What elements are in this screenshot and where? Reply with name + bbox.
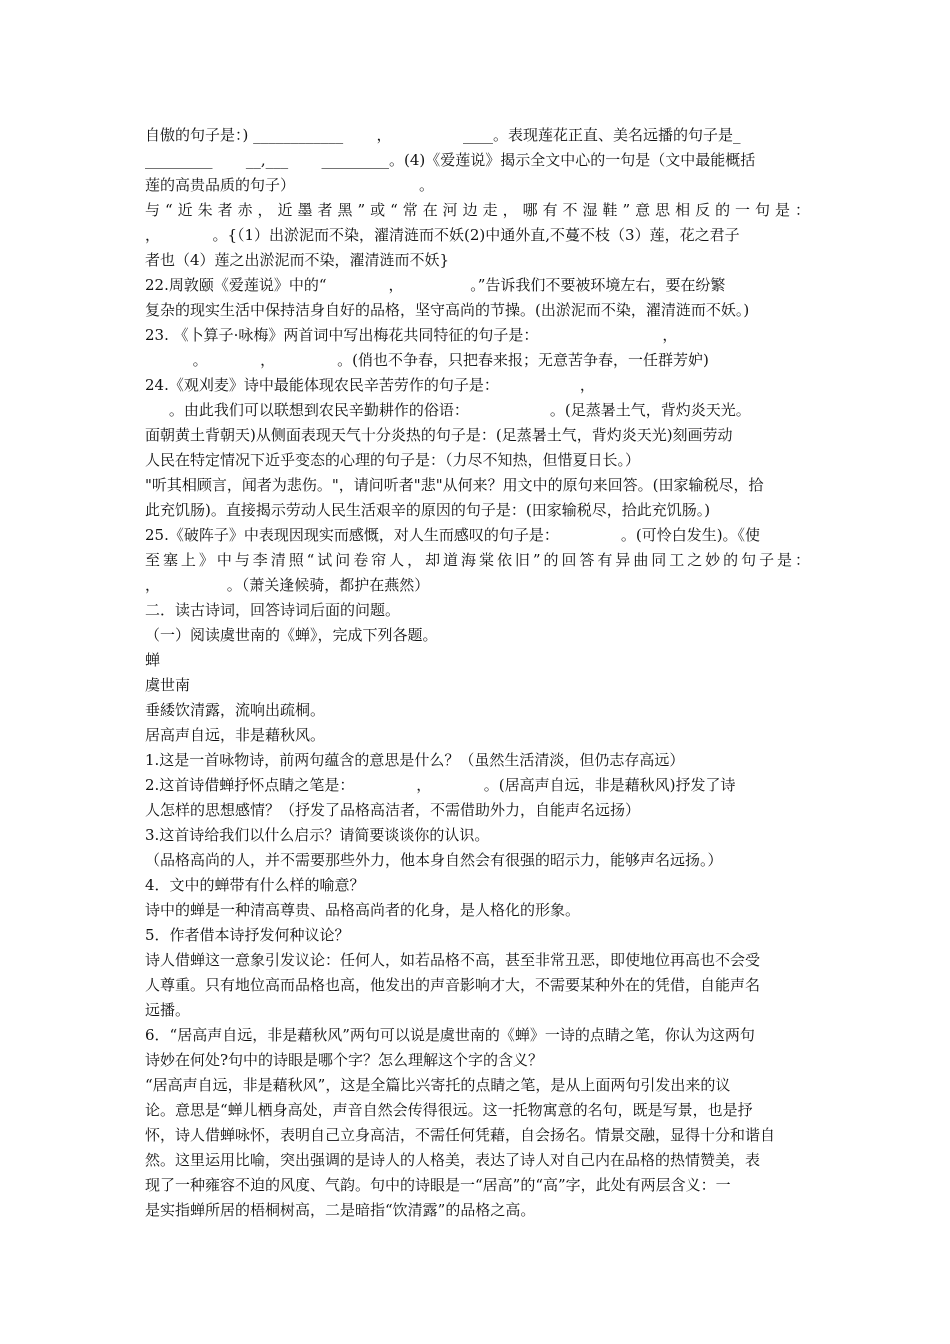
text-line: 者也（4）莲之出淤泥而不染，濯清涟而不妖} [145, 251, 450, 269]
text-line: 。 ， 。(俏也不争春，只把春来报；无意苦争春，一任群芳妒) [145, 351, 709, 369]
text-line: 23. 《卜算子·咏梅》两首词中写出梅花共同特征的句子是： ， [145, 326, 678, 344]
text-line: ， 。（萧关逢候骑，都护在燕然） [145, 576, 430, 594]
text-line: 然。这里运用比喻，突出强调的是诗人的人格美，表达了诗人对自己内在品格的热情赞美，表 [145, 1151, 761, 1169]
text-line: 6．“居高声自远，非是藉秋风”两句可以说是虞世南的《蝉》一诗的点睛之笔，你认为这两句 [145, 1026, 755, 1044]
text-line: 诗人借蝉这一意象引发议论：任何人，如若品格不高，甚至非常丑恶，即使地位再高也不会受 [145, 951, 761, 969]
text-line: 虞世南 [145, 676, 191, 694]
text-line: 2.这首诗借蝉抒怀点睛之笔是： ， 。(居高声自远，非是藉秋风)抒发了诗 [145, 776, 736, 794]
text-line: 4．文中的蝉带有什么样的喻意？ [145, 876, 365, 894]
text-line: 。由此我们可以联想到农民辛勤耕作的俗语： 。(足蒸暑土气，背灼炎天光。 [145, 401, 751, 419]
text-line: 22.周敦颐《爱莲说》中的“ ， 。”告诉我们不要被环境左右，要在纷繁 [145, 276, 726, 294]
text-line: 人尊重。只有地位高而品格也高，他发出的声音影响才大，不需要某种外在的凭借，自能声名 [145, 976, 761, 994]
text-line: “居高声自远，非是藉秋风”，这是全篇比兴寄托的点睛之笔，是从上面两句引发出来的议 [145, 1076, 731, 1094]
text-line: 与“近朱者赤，近墨者黑”或“常在河边走，哪有不湿鞋”意思相反的一句是： [145, 201, 810, 219]
text-line: 面朝黄土背朝天)从侧面表现天气十分炎热的句子是：(足蒸暑土气，背灼炎天光)刻画劳动 [145, 426, 733, 444]
text-line: 远播。 [145, 1001, 191, 1019]
document-page [145, 123, 810, 1223]
text-line: 自傲的句子是：) ____________ ， ____。表现莲花正直、美名远播的句子是_ [145, 126, 741, 144]
text-line: 复杂的现实生活中保持洁身自好的品格，坚守高尚的节操。(出淤泥而不染，濯清涟而不妖。) [145, 301, 750, 319]
text-line: （品格高尚的人，并不需要那些外力，他本身自然会有很强的昭示力，能够声名远扬。） [145, 851, 723, 869]
text-line: 人民在特定情况下近乎变态的心理的句子是：（力尽不知热，但惜夏日长。） [145, 451, 641, 469]
text-line: 1.这是一首咏物诗，前两句蕴含的意思是什么？（虽然生活清淡，但仍志存高远） [145, 751, 685, 769]
text-line: 至塞上》中与李清照“试问卷帘人，却道海棠依旧”的回答有异曲同工之妙的句子是： [145, 551, 810, 569]
text-line: _________ __,___ _________。(4)《爱莲说》揭示全文中心的一句是（文中最能概括 [145, 151, 756, 169]
text-line: 二．读古诗词，回答诗词后面的问题。 [145, 601, 401, 619]
text-line: "听其相顾言，闻者为悲伤。"，请问听者"悲"从何来？用文中的原句来回答。(田家输税尽，拾 [145, 476, 764, 494]
text-line: 人怎样的思想感情？（抒发了品格高洁者，不需借助外力，自能声名远扬） [145, 801, 641, 819]
text-line: 是实指蝉所居的梧桐树高，二是暗指“饮清露”的品格之高。 [145, 1201, 536, 1219]
text-line: 24.《观刈麦》诗中最能体现农民辛苦劳作的句子是： ， [145, 376, 595, 394]
text-line: （一）阅读虞世南的《蝉》，完成下列各题。 [145, 626, 438, 644]
text-line: 5．作者借本诗抒发何种议论？ [145, 926, 350, 944]
text-line: ， 。{（1）出淤泥而不染，濯清涟而不妖(2)中通外直,不蔓不枝（3）莲，花之君子 [145, 226, 740, 244]
text-line: 现了一种雍容不迫的风度、气韵。句中的诗眼是一“居高”的“高”字，此处有两层含义：一 [145, 1176, 731, 1194]
text-line: 怀，诗人借蝉咏怀，表明自己立身高洁，不需任何凭藉，自会扬名。情景交融，显得十分和谐自 [145, 1126, 776, 1144]
text-line: 居高声自远，非是藉秋风。 [145, 726, 326, 744]
text-line: 诗中的蝉是一种清高尊贵、品格高尚者的化身，是人格化的形象。 [145, 901, 581, 919]
text-line: 此充饥肠)。直接揭示劳动人民生活艰辛的原因的句子是：(田家输税尽，拾此充饥肠。) [145, 501, 711, 519]
text-line: 诗妙在何处?句中的诗眼是哪个字？怎么理解这个字的含义？ [145, 1051, 544, 1069]
text-line: 3.这首诗给我们以什么启示？请简要谈谈你的认识。 [145, 826, 490, 844]
text-line: 蝉 [145, 651, 161, 669]
text-line: 25.《破阵子》中表现因现实而感慨，对人生而感叹的句子是： 。(可怜白发生)。《使 [145, 526, 761, 544]
text-line: 莲的高贵品质的句子） 。 [145, 176, 434, 194]
text-line: 垂緌饮清露，流响出疏桐。 [145, 701, 326, 719]
text-line: 论。意思是“蝉儿栖身高处，声音自然会传得很远。这一托物寓意的名句，既是写景，也是抒 [145, 1101, 753, 1119]
